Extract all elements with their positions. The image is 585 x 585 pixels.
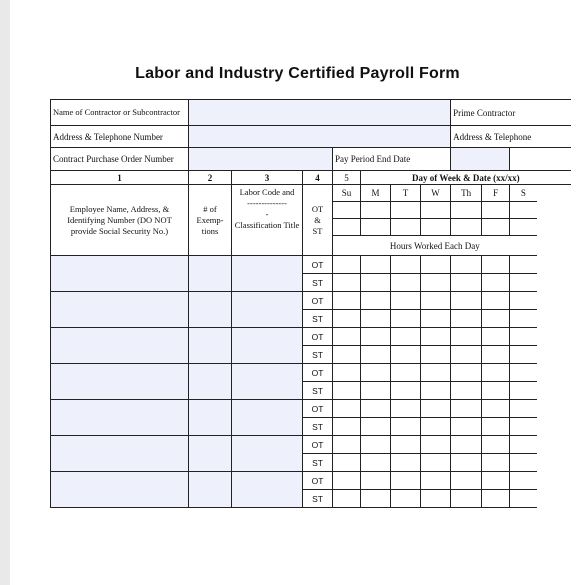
hours-cell[interactable] (421, 328, 451, 346)
hours-cell[interactable] (482, 292, 510, 310)
date-cell-th[interactable] (451, 202, 482, 219)
hours-cell[interactable] (361, 256, 391, 274)
st-label: ST (303, 490, 333, 508)
hours-cell[interactable] (333, 310, 361, 328)
labor-code-cell[interactable] (232, 364, 303, 400)
date-cell-s[interactable] (510, 202, 537, 219)
address-telephone-label: Address & Telephone Number (51, 126, 189, 148)
date-cell-m[interactable] (361, 202, 391, 219)
day-of-week-header: Day of Week & Date (xx/xx) (361, 171, 571, 185)
hours-cell[interactable] (333, 274, 361, 292)
hours-cell[interactable] (510, 382, 537, 400)
labor-code-cell[interactable] (232, 256, 303, 292)
hours-cell[interactable] (510, 436, 537, 454)
hours-cell[interactable] (451, 346, 482, 364)
entry-row-ot (51, 472, 571, 490)
hours-cell[interactable] (391, 472, 421, 490)
hours-cell[interactable] (333, 490, 361, 508)
address-telephone-field[interactable] (189, 126, 451, 148)
hours-cell[interactable] (451, 310, 482, 328)
hours-worked-label: Hours Worked Each Day (333, 236, 537, 256)
hours-cell[interactable] (451, 382, 482, 400)
hours-cell[interactable] (451, 274, 482, 292)
hours-cell[interactable] (451, 328, 482, 346)
hours-cell[interactable] (482, 364, 510, 382)
hours-cell[interactable] (421, 400, 451, 418)
date-cell-th-2[interactable] (451, 219, 482, 236)
ot-header-label: OT (311, 203, 324, 214)
ot-label: OT (303, 436, 333, 454)
exemptions-cell[interactable] (189, 292, 232, 328)
hours-cell[interactable] (361, 274, 391, 292)
day-su: Su (333, 185, 361, 202)
day-s: S (510, 185, 537, 202)
hours-cell[interactable] (333, 364, 361, 382)
entry-row-ot (51, 256, 571, 274)
exemptions-header: # of Exemp-tions (189, 185, 232, 256)
hours-cell[interactable] (361, 346, 391, 364)
hours-cell[interactable] (361, 400, 391, 418)
ot-label: OT (303, 400, 333, 418)
column-2-number: 2 (189, 171, 232, 185)
st-label: ST (303, 454, 333, 472)
payroll-form-page (10, 0, 585, 585)
employee-cell[interactable] (51, 436, 189, 472)
date-cell-s-2[interactable] (510, 219, 537, 236)
date-cell-t[interactable] (391, 202, 421, 219)
hours-cell[interactable] (333, 454, 361, 472)
exemptions-cell[interactable] (189, 472, 232, 508)
hours-cell[interactable] (510, 454, 537, 472)
labor-code-cell[interactable] (232, 328, 303, 364)
employee-header: Employee Name, Address, & Identifying Number (DO NOT provide Social Security No.) (51, 185, 189, 256)
hours-cell[interactable] (451, 490, 482, 508)
hours-cell[interactable] (391, 346, 421, 364)
st-label: ST (303, 346, 333, 364)
hours-cell[interactable] (510, 328, 537, 346)
hours-cell[interactable] (391, 328, 421, 346)
hours-cell[interactable] (421, 274, 451, 292)
hours-cell[interactable] (421, 454, 451, 472)
hours-cell[interactable] (482, 310, 510, 328)
purchase-order-field[interactable] (189, 148, 333, 171)
prime-contractor-label: Prime Contractor (451, 100, 571, 126)
hours-cell[interactable] (451, 436, 482, 454)
st-label: ST (303, 310, 333, 328)
payroll-table (50, 99, 571, 508)
hours-cell[interactable] (421, 346, 451, 364)
hours-cell[interactable] (451, 400, 482, 418)
column-4-number: 4 (303, 171, 333, 185)
hours-cell[interactable] (510, 256, 537, 274)
form-title: Labor and Industry Certified Payroll Form (135, 65, 460, 82)
hours-cell[interactable] (482, 328, 510, 346)
hours-cell[interactable] (451, 454, 482, 472)
hours-cell[interactable] (482, 472, 510, 490)
hours-cell[interactable] (361, 310, 391, 328)
exemptions-cell[interactable] (189, 328, 232, 364)
hours-cell[interactable] (391, 400, 421, 418)
hours-cell[interactable] (482, 490, 510, 508)
exemptions-cell[interactable] (189, 436, 232, 472)
contractor-name-label: Name of Contractor or Subcontractor (51, 100, 189, 126)
hours-cell[interactable] (482, 346, 510, 364)
hours-cell[interactable] (510, 274, 537, 292)
date-cell-su[interactable] (333, 202, 361, 219)
hours-cell[interactable] (361, 490, 391, 508)
hours-cell[interactable] (391, 436, 421, 454)
hours-cell[interactable] (391, 364, 421, 382)
hours-cell[interactable] (510, 490, 537, 508)
hours-cell[interactable] (391, 256, 421, 274)
hours-cell[interactable] (333, 346, 361, 364)
hours-cell[interactable] (391, 454, 421, 472)
hours-cell[interactable] (333, 418, 361, 436)
hours-cell[interactable] (451, 472, 482, 490)
date-cell-f[interactable] (482, 202, 510, 219)
ot-st-header (303, 185, 333, 256)
pay-period-field[interactable] (451, 148, 510, 171)
hours-cell[interactable] (421, 382, 451, 400)
hours-cell[interactable] (510, 364, 537, 382)
hours-cell[interactable] (421, 436, 451, 454)
hours-cell[interactable] (333, 400, 361, 418)
employee-cell[interactable] (51, 400, 189, 436)
hours-cell[interactable] (391, 490, 421, 508)
date-cell-m-2[interactable] (361, 219, 391, 236)
ot-label: OT (303, 292, 333, 310)
hours-cell[interactable] (333, 472, 361, 490)
exemptions-cell[interactable] (189, 400, 232, 436)
labor-code-dash: - (265, 209, 269, 219)
hours-cell[interactable] (482, 400, 510, 418)
labor-code-cell[interactable] (232, 472, 303, 508)
hours-cell[interactable] (482, 256, 510, 274)
employee-cell[interactable] (51, 472, 189, 508)
ot-label: OT (303, 472, 333, 490)
labor-code-cell[interactable] (232, 436, 303, 472)
entry-row-ot (51, 400, 571, 418)
hours-cell[interactable] (361, 454, 391, 472)
hours-cell[interactable] (510, 400, 537, 418)
hours-cell[interactable] (361, 292, 391, 310)
hours-cell[interactable] (510, 472, 537, 490)
entry-row-ot (51, 364, 571, 382)
exemptions-cell[interactable] (189, 256, 232, 292)
exemptions-cell[interactable] (189, 364, 232, 400)
hours-cell[interactable] (361, 472, 391, 490)
hours-cell[interactable] (482, 454, 510, 472)
date-cell (510, 148, 571, 171)
hours-cell[interactable] (333, 328, 361, 346)
hours-cell[interactable] (510, 346, 537, 364)
column-5-number: 5 (333, 171, 361, 185)
hours-cell[interactable] (333, 256, 361, 274)
st-label: ST (303, 382, 333, 400)
prime-address-label: Address & Telephone (451, 126, 571, 148)
date-cell-su-2[interactable] (333, 219, 361, 236)
hours-cell[interactable] (451, 418, 482, 436)
hours-cell[interactable] (391, 310, 421, 328)
entry-row-ot (51, 292, 571, 310)
st-label: ST (303, 274, 333, 292)
employee-cell[interactable] (51, 364, 189, 400)
hours-cell[interactable] (421, 364, 451, 382)
hours-cell[interactable] (451, 364, 482, 382)
day-m: M (361, 185, 391, 202)
hours-cell[interactable] (361, 418, 391, 436)
day-f: F (482, 185, 510, 202)
st-header-label: ST (312, 225, 323, 236)
contractor-name-field[interactable] (189, 100, 451, 126)
hours-cell[interactable] (333, 382, 361, 400)
hours-cell[interactable] (482, 274, 510, 292)
hours-cell[interactable] (333, 436, 361, 454)
date-cell-w-2[interactable] (421, 219, 451, 236)
labor-code-header (232, 185, 303, 256)
hours-cell[interactable] (510, 292, 537, 310)
ot-label: OT (303, 328, 333, 346)
hours-cell[interactable] (451, 292, 482, 310)
hours-cell[interactable] (482, 382, 510, 400)
ot-label: OT (303, 364, 333, 382)
hours-cell[interactable] (421, 472, 451, 490)
labor-code-dashes: -------------- (247, 198, 287, 208)
day-th: Th (451, 185, 482, 202)
hours-cell[interactable] (333, 292, 361, 310)
hours-cell[interactable] (510, 418, 537, 436)
hours-cell[interactable] (482, 418, 510, 436)
employee-cell[interactable] (51, 328, 189, 364)
column-3-number: 3 (232, 171, 303, 185)
employee-entries (51, 256, 571, 508)
hours-cell[interactable] (421, 418, 451, 436)
hours-cell[interactable] (391, 292, 421, 310)
day-w: W (421, 185, 451, 202)
hours-cell[interactable] (421, 310, 451, 328)
entry-row-ot (51, 436, 571, 454)
amp-header-label: & (314, 214, 321, 225)
ot-label: OT (303, 256, 333, 274)
column-1-number: 1 (51, 171, 189, 185)
employee-cell[interactable] (51, 256, 189, 292)
hours-cell[interactable] (361, 364, 391, 382)
date-cell-f-2[interactable] (482, 219, 510, 236)
date-cell-w[interactable] (421, 202, 451, 219)
hours-cell[interactable] (421, 490, 451, 508)
hours-cell[interactable] (391, 418, 421, 436)
date-cell-t-2[interactable] (391, 219, 421, 236)
labor-code-cell[interactable] (232, 400, 303, 436)
day-t: T (391, 185, 421, 202)
entry-row-ot (51, 328, 571, 346)
labor-code-top: Labor Code and (239, 187, 295, 197)
hours-cell[interactable] (361, 382, 391, 400)
purchase-order-label: Contract Purchase Order Number (51, 148, 189, 171)
hours-cell[interactable] (451, 256, 482, 274)
hours-cell[interactable] (361, 436, 391, 454)
employee-cell[interactable] (51, 292, 189, 328)
st-label: ST (303, 418, 333, 436)
hours-cell[interactable] (421, 256, 451, 274)
labor-code-cell[interactable] (232, 292, 303, 328)
pay-period-label: Pay Period End Date (333, 148, 451, 171)
hours-cell[interactable] (421, 292, 451, 310)
hours-cell[interactable] (510, 310, 537, 328)
hours-cell[interactable] (482, 436, 510, 454)
hours-cell[interactable] (391, 274, 421, 292)
hours-cell[interactable] (391, 382, 421, 400)
hours-cell[interactable] (361, 328, 391, 346)
labor-code-bottom: Classification Title (234, 220, 300, 230)
